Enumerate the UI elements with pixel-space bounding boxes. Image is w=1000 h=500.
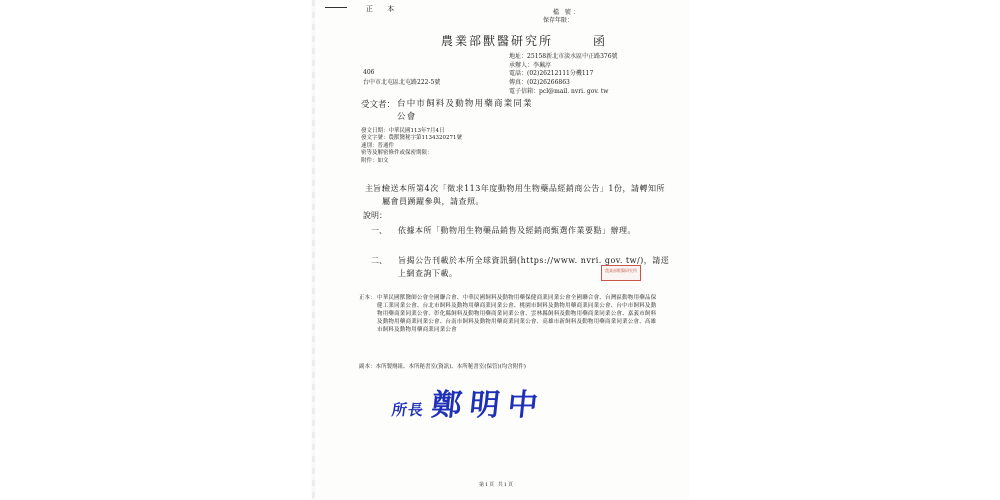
item-number: 二、 — [371, 256, 387, 265]
recipient-label: 受文者： — [361, 100, 396, 110]
agency-title: 農業部獸醫研究所 — [441, 34, 554, 48]
cc-list: 中華民國獸醫師公會全國聯合會、中華民國飼料及動物用藥保健商業同業公會全國聯合會、台灣區動物用藥品保健工業同業公會、台北市飼料及動物用藥商業同業公會、桃園市飼料及動物用藥商業同業公會、台中市飼料及動物用藥商業同業公會、彰化縣飼料及動物用藥商業同業公會、雲林縣飼料及動物用藥商業同業公會、嘉義市飼料及動物用藥商業同業公會、台南市飼料及動物用藥商業同業公會、高雄市新飼料及動物用藥商業同業公會、高雄市飼料及動物用藥商業同業公會 — [377, 295, 657, 333]
recipient-address: 台中市北屯區北屯路222-5號 — [363, 79, 441, 86]
contact-fax: 傳真：(02)26266863 — [509, 79, 570, 87]
document-type: 函 — [593, 34, 606, 48]
item-text: 依據本所「動物用生物藥品銷售及經銷商甄選作業要點」辦理。 — [398, 226, 636, 235]
copy-recipients: 副本：本所製劑組、本所秘書室(資訊)、本所秘書室(保管)(均含附件) — [359, 364, 526, 370]
contact-address: 地址：25158新北市淡水區中正路376號 — [509, 53, 618, 60]
file-number-label: 檔 號： — [553, 9, 581, 16]
subject-label: 主旨： — [365, 184, 389, 193]
document-meta — [361, 128, 462, 165]
issue-number: 發文字號：農獸醫秘字第1134320271號 — [361, 135, 462, 142]
item-number: 一、 — [371, 226, 387, 235]
confidentiality: 密等及解密條件或保密期限： — [361, 150, 433, 157]
signature-name: 鄭明中 — [429, 388, 548, 423]
copy-label: 正 本 — [366, 5, 401, 13]
cc-label: 正本： — [359, 295, 376, 301]
top-margin-mark — [325, 7, 347, 8]
recipient-name: 台中市飼料及動物用藥商業同業公會 — [397, 99, 533, 122]
explanation-label: 說明： — [363, 211, 387, 220]
subject-text: 檢送本所第4次「徵求113年度動物用生物藥品經銷商公告」1份，請轉知所屬會員踴躍參與，請查照。 — [382, 184, 665, 206]
attachment: 附件：如文 — [361, 157, 389, 164]
contact-phone: 電話：(02)26212111分機117 — [509, 70, 594, 78]
recipient-zip: 406 — [363, 69, 375, 76]
director-signature — [392, 380, 546, 424]
contact-email: 電子信箱：pcl@mail. nvri. gov. tw — [509, 87, 609, 95]
urgency: 速別：普通件 — [361, 142, 395, 149]
item-text: 旨揭公告刊載於本所全球資訊網(https://www. nvri. gov. tw/)，請逕上網查詢下載。 — [398, 256, 670, 278]
issue-date: 發文日期：中華民國113年7月4日 — [361, 128, 445, 134]
retention-period-label: 保存年限： — [543, 17, 574, 24]
contact-block — [509, 53, 618, 97]
official-seal: 農業部獸醫研究所 — [601, 265, 641, 281]
signature-title: 所長 — [390, 401, 426, 419]
page-number: 第1頁 共1頁 — [479, 482, 514, 488]
contact-person: 承辦人：李珮淳 — [509, 61, 552, 69]
